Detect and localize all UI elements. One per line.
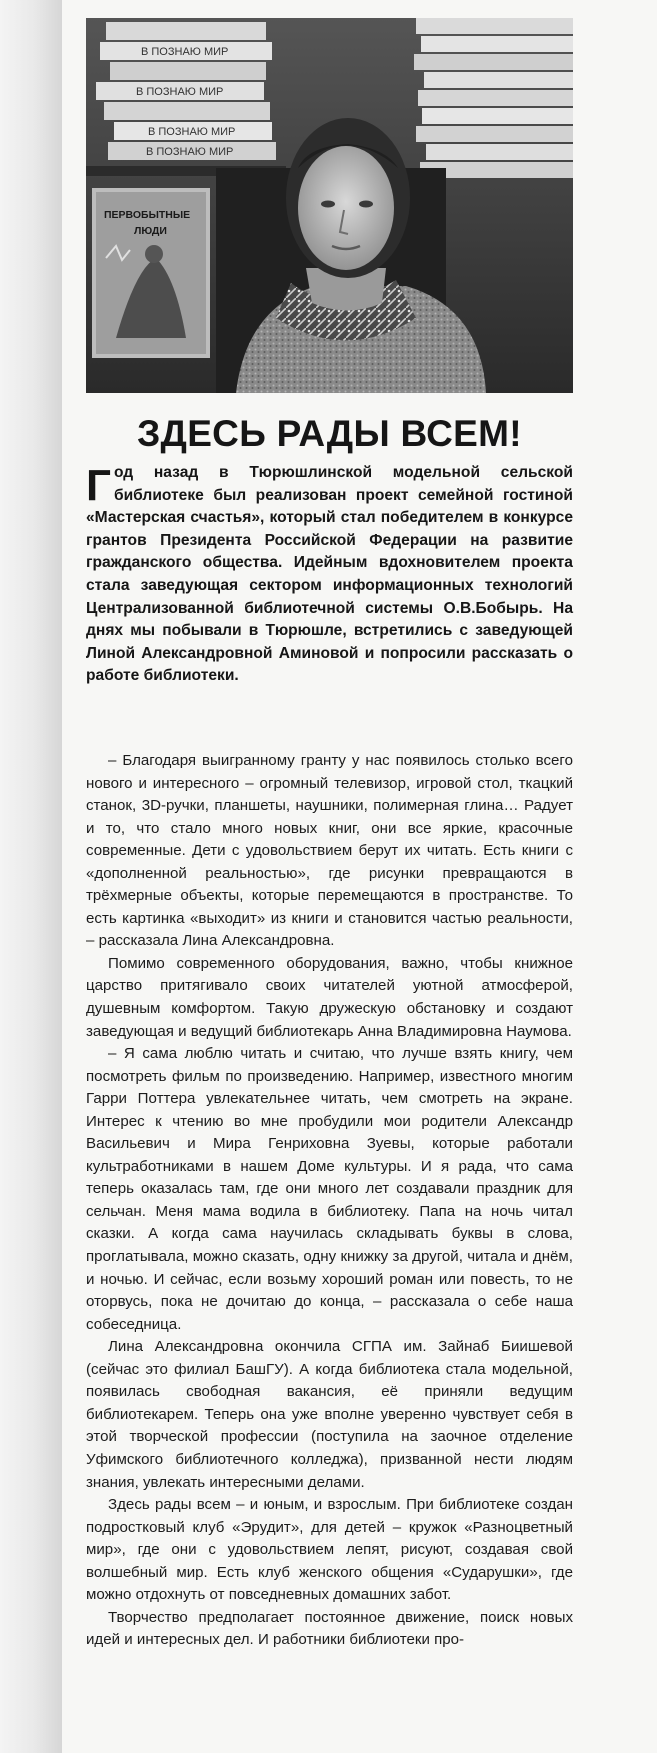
lead-text: од назад в Тюрюшлинской модельной сельской библиотеке был реализован проект семейной гостиной «Мастерская счастья», который стал победителем в конкурсе грантов Президента Российской Федерации на развитие гражданского общества. Идейным вдохновителем проекта стала заведующая сектором информационных технологий Централизованной библиотечной системы О.В.Бобырь. На днях мы побывали в Тюрюшле, встретились с заведующей Линой Александровной Аминовой и попросили рассказать о работе библиотеки. (86, 464, 573, 685)
librarian-photo (86, 18, 573, 393)
article-body (86, 750, 573, 1652)
book-stack-right (414, 18, 573, 178)
article-paragraph: Помимо современного оборудования, важно, чтобы книжное царство притягивало своих читателей уютной атмосферой, душевным комфортом. Такую дружескую обстановку и создают заведующая и ведущий библиотекарь Анна Владимировна Наумова. (86, 954, 573, 1040)
drop-cap: Г (86, 461, 111, 510)
article-headline: ЗДЕСЬ РАДЫ ВСЕМ! (137, 413, 522, 454)
book-cover (92, 188, 210, 358)
book-spine-label: В ПОЗНАЮ МИР (136, 86, 224, 98)
book-spine-label: В ПОЗНАЮ МИР (141, 46, 229, 58)
article-paragraph: Творчество предполагает постоянное движение, поиск новых идей и интересных дел. И работники библиотеки про- (86, 1608, 573, 1649)
article-paragraph: Здесь рады всем – и юным, и взрослым. При библиотеке создан подростковый клуб «Эрудит», для детей – кружок «Разноцветный мир», где они с удовольствием лепят, рисуют, создавая свой волшебный мир. Есть клуб женского общения «Сударушки», где можно отдохнуть от повседневных домашних забот. (86, 1496, 573, 1604)
scan-edge-shadow (0, 0, 62, 1753)
photo-illustration (86, 18, 573, 393)
article-lead (86, 462, 573, 688)
book-spine-label: В ПОЗНАЮ МИР (148, 126, 236, 138)
book-cover-title: ПЕРВОБЫТНЫЕ (104, 209, 191, 221)
book-stack-left (96, 22, 276, 160)
article-paragraph: Лина Александровна окончила СГПА им. Зайнаб Биишевой (сейчас это филиал БашГУ). А когда библиотека стала модельной, появилась свободная вакансия, её приняли ведущим библиотекарем. Теперь она уже вполне уверенно чувствует себя в этой творческой профессии (поступила на заочное отделение Уфимского библиотечного колледжа), призванной нести людям знания, увлекать интересными делами. (86, 1338, 573, 1491)
article-paragraph: – Благодаря выигранному гранту у нас появилось столько всего нового и интересного – огромный телевизор, игровой стол, ткацкий станок, 3D-ручки, планшеты, наушники, полимерная глина… Радует и то, что стало много новых книг, они все яркие, красочные современные. Дети с удовольствием берут их читать. Есть книги с «дополненной реальностью», где рисунки превращаются в трёхмерные объекты, которые перемещаются в пространстве. То есть картинка «выходит» из книги и становится частью реальности, – рассказала Лина Александровна. (86, 752, 573, 950)
article-paragraph: – Я сама люблю читать и считаю, что лучше взять книгу, чем посмотреть фильм по произведению. Например, известного многим Гарри Поттера увлекательнее читать, чем смотреть на экране. Интерес к чтению во мне пробудили мои родители Александр Васильевич и Мира Генриховна Зуевы, которые работали культработниками в нашем Доме культуры. И я рада, что сама теперь оказалась там, где они много лет создавали праздник для сельчан. Меня мама водила в библиотеку. Папа на ночь читал сказки. А когда сама научилась складывать буквы в слова, проглатывала, можно сказать, одну книжку за другой, читала и днём, и ночью. И сейчас, если возьму хороший роман или повесть, то не оторвусь, пока не дочитаю до конца, – рассказала о себе наша собеседница. (86, 1045, 573, 1333)
book-spine-label: В ПОЗНАЮ МИР (146, 146, 234, 158)
book-cover-subtitle: ЛЮДИ (134, 225, 167, 237)
